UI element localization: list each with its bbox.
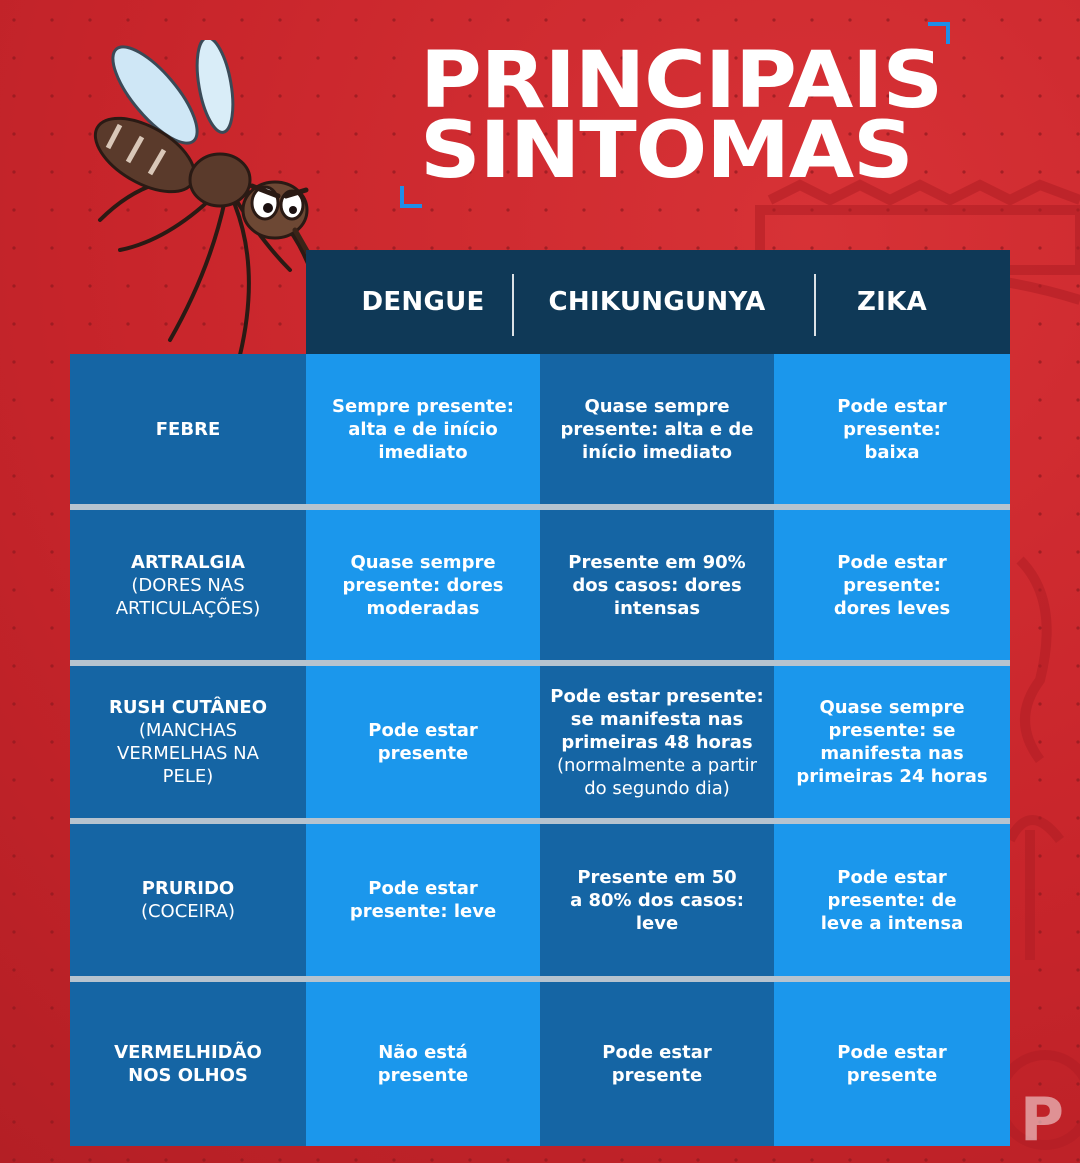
- row-label: [70, 510, 306, 660]
- cell-chikungunya: [540, 666, 774, 818]
- cell-dengue: [306, 982, 540, 1146]
- svg-text:P: P: [1020, 1085, 1064, 1155]
- row-label-subtitle: (DORES NAS ARTICULAÇÕES): [115, 574, 261, 619]
- cell-zika: [774, 510, 1010, 660]
- cell-text: Quase sempre presente: dores moderadas: [342, 551, 504, 619]
- row-label: [70, 666, 306, 818]
- cell-text: Quase sempre presente: alta e de início imediato: [560, 395, 754, 463]
- table-row: [70, 666, 1010, 818]
- table-row: [70, 510, 1010, 660]
- row-label: [70, 982, 306, 1146]
- column-header-zika: ZIKA: [857, 287, 927, 317]
- column-header-chikungunya: CHIKUNGUNYA: [548, 287, 766, 317]
- cell-subtext: (normalmente a partir do segundo dia): [556, 754, 758, 799]
- cell-dengue: [306, 510, 540, 660]
- table-row: [70, 824, 1010, 976]
- table-row: [70, 982, 1010, 1146]
- cell-chikungunya: [540, 510, 774, 660]
- header-divider: [512, 274, 514, 336]
- cell-text: Pode estar presente: leve: [349, 878, 497, 922]
- cell-text: Pode estar presente: [837, 1042, 947, 1086]
- cell-text: Pode estar presente: de leve a intensa: [820, 866, 964, 934]
- cell-zika: [774, 982, 1010, 1146]
- row-label-title: PRURIDO: [141, 878, 235, 899]
- row-label-title: FEBRE: [155, 418, 221, 440]
- cell-text: Pode estar presente: se manifesta nas primeiras 48 horas: [550, 685, 764, 753]
- cell-zika: [774, 824, 1010, 976]
- table-header: [306, 250, 1010, 354]
- row-label-title: VERMELHIDÃO NOS OLHOS: [114, 1042, 262, 1086]
- column-header-dengue: DENGUE: [361, 287, 485, 317]
- cell-text: Presente em 50 a 80% dos casos: leve: [570, 866, 744, 934]
- cell-text: Sempre presente: alta e de início imediato: [332, 395, 514, 463]
- cell-dengue: [306, 354, 540, 504]
- table-row: [70, 354, 1010, 504]
- bracket-corner-icon: [400, 186, 422, 208]
- cell-chikungunya: [540, 982, 774, 1146]
- cell-text: Presente em 90% dos casos: dores intensas: [568, 551, 746, 619]
- cell-zika: [774, 354, 1010, 504]
- cell-text: Pode estar presente: [368, 720, 478, 764]
- symptoms-table: [70, 250, 1010, 1146]
- row-label: [70, 354, 306, 504]
- cell-text: Quase sempre presente: se manifesta nas primeiras 24 horas: [796, 697, 988, 787]
- row-label-subtitle: (COCEIRA): [140, 901, 236, 922]
- cell-chikungunya: [540, 824, 774, 976]
- page-title-line1: PRINCIPAIS: [420, 36, 943, 126]
- cell-text: Pode estar presente: [602, 1042, 712, 1086]
- bracket-corner-icon: [928, 22, 950, 44]
- cell-text: Pode estar presente: dores leves: [833, 551, 951, 619]
- row-label-title: RUSH CUTÂNEO: [108, 697, 268, 718]
- cell-dengue: [306, 666, 540, 818]
- cell-text: Pode estar presente: baixa: [837, 395, 947, 463]
- row-label-title: ARTRALGIA: [131, 551, 245, 573]
- cell-dengue: [306, 824, 540, 976]
- cell-text: Não está presente: [377, 1042, 469, 1086]
- cell-chikungunya: [540, 354, 774, 504]
- cell-zika: [774, 666, 1010, 818]
- page-title-line2: SINTOMAS: [420, 106, 913, 196]
- row-label-subtitle: (MANCHAS VERMELHAS NA PELE): [117, 720, 259, 787]
- row-label: [70, 824, 306, 976]
